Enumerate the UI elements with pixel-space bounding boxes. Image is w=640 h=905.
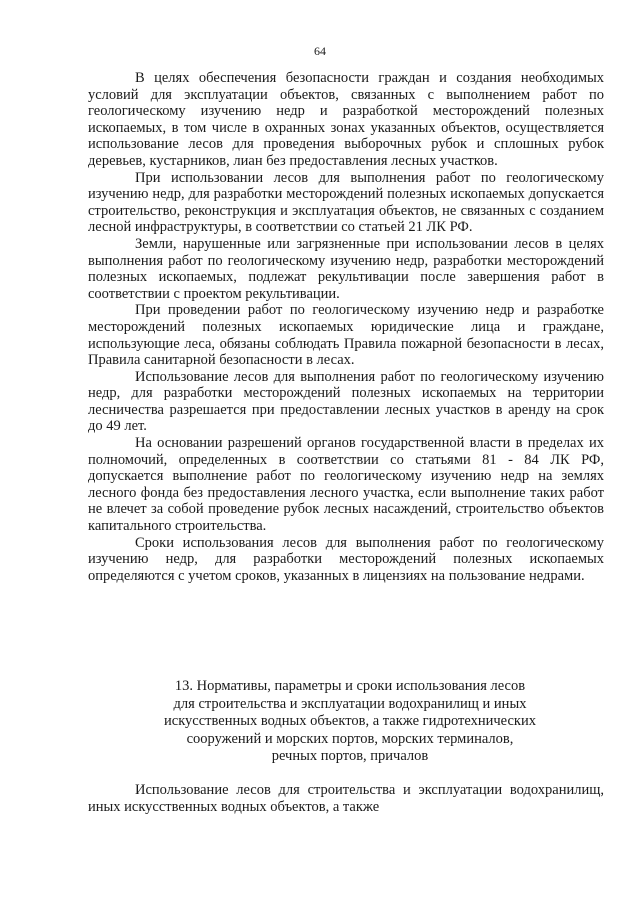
section-heading-line: 13. Нормативы, параметры и сроки использования лесов <box>174 678 526 694</box>
paragraph: Сроки использования лесов для выполнения работ по геологическому изучению недр, для разработки месторождений полезных ископаемых определяются с учетом сроков, указанных в лицензиях на пользование недрами. <box>88 534 604 584</box>
section-heading <box>100 678 600 766</box>
paragraph: При проведении работ по геологическому изучению недр и разработке месторождений полезных ископаемых юридические лица и граждане, использующие леса, обязаны соблюдать Правила пожарной безопасности в лесах, Правила санитарной безопасности в лесах. <box>88 302 604 369</box>
paragraph: На основании разрешений органов государственной власти в пределах их полномочий, определенных в соответствии со статьями 81 - 84 ЛК РФ, допускается выполнение работ по геологическому изучению недр на землях лесного фонда без предоставления лесного участка, если выполнение таких работ не влечет за собой проведение рубок лесных насаждений, строительство объектов капитального строительства. <box>88 435 604 535</box>
paragraph: При использовании лесов для выполнения работ по геологическому изучению недр, для разработки месторождений полезных ископаемых допускается строительство, реконструкция и эксплуатация объектов, не связанных с созданием лесной инфраструктуры, в соответствии со статьей 21 ЛК РФ. <box>88 169 604 236</box>
body-text <box>88 70 604 584</box>
page-number: 64 <box>314 44 326 58</box>
section-heading-line: сооружений и морских портов, морских терминалов, <box>186 730 514 747</box>
paragraph: Использование лесов для выполнения работ по геологическому изучению недр, для разработки месторождений полезных ископаемых на территории лесничества разрешается при предоставлении лесных участков в аренду на срок до 49 лет. <box>88 368 604 435</box>
section-heading-line: искусственных водных объектов, а также гидротехнических <box>164 713 536 730</box>
section-heading-line: речных портов, причалов <box>271 748 429 765</box>
section-heading-line: для строительства и эксплуатации водохранилищ и иных <box>173 695 527 712</box>
paragraph: В целях обеспечения безопасности граждан и создания необходимых условий для эксплуатации объектов, связанных с выполнением работ по геологическому изучению недр и разработкой месторождений полезных ископаемых, в том числе в охранных зонах указанных объектов, осуществляется использование лесов для проведения выборочных рубок и сплошных рубок деревьев, кустарников, лиан без предоставления лесных участков. <box>88 70 604 169</box>
paragraph: Земли, нарушенные или загрязненные при использовании лесов в целях выполнения работ по геологическому изучению недр, разработки месторождений полезных ископаемых, подлежат рекультивации после завершения работ в соответствии с проектом рекультивации. <box>88 235 604 302</box>
paragraph-continued: Использование лесов для строительства и эксплуатации водохранилищ, иных искусственных водных объектов, а также <box>88 782 604 815</box>
